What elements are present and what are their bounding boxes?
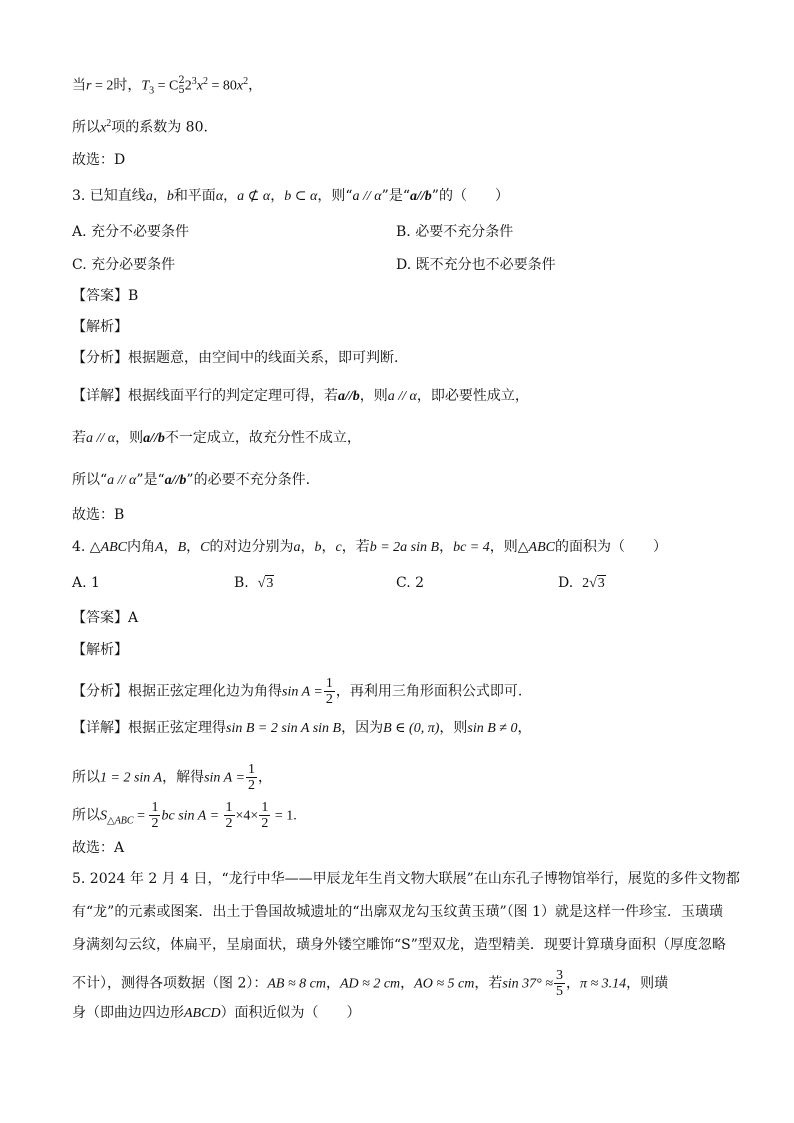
math-text: = 80: [207, 78, 237, 94]
math-var: r: [86, 78, 92, 94]
q4-detail-2: [72, 762, 272, 793]
math-expr: bc = 4: [453, 540, 490, 555]
math-var: α: [215, 189, 224, 204]
fraction: [224, 800, 235, 831]
denominator: 2: [247, 778, 255, 793]
superscript: 2: [106, 118, 112, 129]
text: ，: [248, 77, 263, 94]
text: 当: [72, 77, 86, 94]
math-expr: sin 37° ≈: [502, 976, 553, 992]
math-text: 2: [184, 78, 192, 94]
t3-line: [72, 72, 263, 97]
q5-line-4: [72, 968, 669, 999]
text: 若: [72, 430, 86, 446]
q3-option-c: C. 充分必要条件: [72, 257, 176, 273]
text: 不计），测得各项数据（图 2）：: [72, 975, 268, 992]
math-var: b: [314, 540, 322, 555]
fenxi-tag: 【分析】: [72, 350, 128, 366]
text: ，: [270, 188, 285, 204]
math-expr: B ∈ (0, π): [383, 721, 440, 736]
radicand: 3: [597, 576, 605, 591]
math-text: ×4×: [235, 808, 259, 824]
denominator: 5: [555, 984, 563, 999]
sqrt-expr: √3: [257, 576, 274, 591]
answer-tag: 【答案】: [72, 288, 128, 304]
math-expr: a // α: [107, 473, 137, 488]
denominator: 2: [261, 816, 269, 831]
math-expr: a // α: [352, 189, 382, 204]
text: 所以: [72, 119, 100, 136]
q4-fenxi: [72, 676, 523, 707]
text: ，: [223, 188, 238, 204]
math-var: ABC: [100, 540, 128, 555]
math-expr: bc sin A =: [161, 808, 223, 824]
math-expr: AD ≈ 2 cm: [339, 976, 401, 992]
option-label: B.: [234, 575, 249, 591]
numerator: 1: [325, 676, 333, 691]
text: 和平面: [173, 188, 216, 204]
text: ）面积近似为（ ）: [220, 1005, 361, 1021]
fraction: [554, 968, 565, 999]
q3-answer: [72, 286, 138, 308]
text: 所以: [72, 807, 100, 824]
math-var: x: [236, 78, 244, 94]
fraction: [324, 676, 335, 707]
math-var: c: [335, 540, 342, 555]
coef-line: [72, 114, 208, 136]
math-expr: a // α: [387, 389, 417, 404]
text: ，即必要性成立，: [416, 388, 529, 404]
sqrt-expr: √3: [589, 576, 605, 591]
superscript: 2: [178, 74, 185, 86]
denominator: 2: [325, 692, 333, 707]
math-var: A: [155, 540, 164, 555]
math-expr: π ≈ 3.14: [579, 976, 627, 992]
text: ，: [517, 720, 532, 736]
numerator: 1: [225, 800, 233, 815]
text: 身（即曲边四边形: [72, 1005, 184, 1021]
math-expr: a//b: [143, 431, 165, 446]
q3-detail-3: [72, 470, 310, 492]
text: ”的必要不充分条件.: [186, 472, 311, 488]
answer-value: B: [128, 288, 139, 304]
text: 根据正弦定理得: [128, 720, 226, 736]
math-var: ABC: [528, 540, 555, 555]
math-expr: a // α: [86, 431, 116, 446]
text: ，则: [115, 430, 144, 446]
numerator: 3: [555, 968, 563, 983]
math-expr: a//b: [338, 389, 360, 404]
math-expr: a//b: [164, 473, 187, 488]
option-label: D.: [558, 575, 574, 591]
math-expr: b ⊂ α: [284, 189, 318, 204]
q4-choice: 故选：A: [72, 840, 125, 856]
q3-choice: 故选：B: [72, 507, 125, 523]
text: ，: [257, 769, 272, 786]
denominator: 2: [151, 816, 159, 831]
text: ，若: [341, 539, 370, 555]
math-var: ABCD: [184, 1006, 221, 1021]
math-text: = 1.: [271, 808, 297, 824]
fraction: [259, 800, 270, 831]
text: 根据正弦定理化边为角得: [128, 683, 282, 700]
q3-fenxi: [72, 348, 398, 370]
subscript: 5: [178, 84, 185, 96]
text: ，则: [359, 388, 388, 404]
q4-option-a: A. 1: [72, 575, 100, 591]
q5-line-5: [72, 1003, 361, 1025]
math-var: S: [100, 808, 107, 824]
math-expr: b = 2a sin B: [369, 540, 440, 555]
math-var: b: [166, 189, 174, 204]
fraction: [149, 800, 160, 831]
q3-detail-2: [72, 428, 361, 450]
math-var: C: [200, 540, 210, 555]
q5-line-1: 5. 2024 年 2 月 4 日，“龙行中华——甲辰龙年生肖文物大联展”在山东孔子博物馆举行，展览的多件文物都: [72, 871, 740, 887]
subscript: 3: [149, 85, 155, 97]
q3-stem: [72, 186, 509, 208]
fraction: [246, 762, 257, 793]
math-var: a: [145, 189, 153, 204]
text: ，再利用三角形面积公式即可.: [335, 683, 523, 700]
q4-stem: 4. △ABC内角A，B，C的对边分别为a，b，c，若b = 2a sin B，bc = 4，则△ABC的面积为（ ）: [72, 539, 667, 555]
q3-detail-1: [72, 386, 529, 408]
q4-analysis-tag: [72, 640, 128, 662]
text: ”是“: [381, 188, 410, 204]
q5-line-2: 有“龙”的元素或图案．出土于鲁国故城遗址的“出廓双龙勾玉纹黄玉璜”（图 1）就是这样一件珍宝．玉璜璜: [72, 904, 723, 920]
text: ，则△: [489, 539, 529, 555]
math-var: B: [177, 540, 187, 555]
analysis-tag: 【解析】: [72, 319, 128, 335]
q3-option-a: A. 充分不必要条件: [72, 224, 190, 240]
math-expr: sin A =: [282, 684, 323, 700]
text: ，: [152, 188, 167, 204]
text: ，则璜: [626, 975, 669, 992]
text: 的对边分别为: [209, 539, 294, 555]
q4-option-d: [558, 573, 606, 594]
math-var: a: [293, 540, 301, 555]
text: 根据线面平行的判定定理可得，若: [128, 388, 338, 404]
answer-value: A: [128, 610, 139, 626]
fenxi-tag: 【分析】: [72, 683, 128, 700]
q4-option-c: C. 2: [396, 575, 425, 591]
answer-tag: 【答案】: [72, 610, 128, 626]
q4-detail-3: [72, 800, 297, 831]
text: 所以“: [72, 472, 108, 488]
superscript: 3: [191, 76, 197, 87]
q3-option-d: D. 既不充分也不必要条件: [396, 257, 556, 273]
q3-option-b: B. 必要不充分条件: [396, 224, 514, 240]
subscript: △ABC: [107, 815, 134, 827]
text: ，若: [474, 975, 503, 992]
text: ”是“: [136, 472, 165, 488]
q4-option-b: [234, 573, 274, 594]
detail-tag: 【详解】: [72, 388, 128, 404]
math-expr: a ⊄ α: [237, 189, 271, 204]
text: ，: [325, 975, 340, 992]
text: ，因为: [341, 720, 384, 736]
radicand: 3: [266, 576, 274, 591]
q4-answer: [72, 608, 138, 630]
text: ”的（ ）: [431, 188, 509, 204]
q3-analysis-tag: [72, 317, 128, 339]
text: 项的系数为 80.: [111, 119, 208, 136]
math-var: x: [196, 78, 203, 94]
text: 根据题意，由空间中的线面关系，即可判断.: [128, 350, 399, 366]
math-expr: AO ≈ 5 cm: [414, 976, 475, 992]
superscript: 2: [243, 76, 249, 87]
detail-tag: 【详解】: [72, 720, 128, 736]
q4-detail-1: [72, 718, 531, 740]
numerator: 1: [151, 800, 159, 815]
math-var: T: [141, 78, 150, 94]
analysis-tag: 【解析】: [72, 642, 128, 658]
math-text: =: [133, 808, 149, 824]
superscript: 2: [202, 76, 208, 87]
math-expr: sin B ≠ 0: [467, 721, 518, 736]
math-expr: sin B = 2 sin A sin B: [226, 721, 342, 736]
numerator: 1: [261, 800, 269, 815]
math-expr: sin A =: [204, 770, 245, 786]
text: 内角: [127, 539, 156, 555]
text: 4. △: [72, 539, 101, 555]
math-expr: AB ≈ 8 cm: [267, 976, 326, 992]
prev-choice: 故选：D: [72, 152, 126, 168]
text: ，解得: [162, 769, 205, 786]
text: ，则“: [317, 188, 353, 204]
text: ，: [565, 975, 580, 992]
denominator: 2: [225, 816, 233, 831]
math-var: x: [100, 120, 107, 136]
math-expr: a//b: [410, 189, 432, 204]
text: ，则: [439, 720, 468, 736]
coefficient: 2: [582, 576, 590, 591]
numerator: 1: [247, 762, 255, 777]
text: 所以: [72, 769, 100, 786]
math-text: = C: [154, 78, 179, 94]
text: 不一定成立，故充分性不成立，: [164, 430, 361, 446]
text: ，: [439, 539, 454, 555]
text: = 2时，: [91, 78, 142, 94]
text: 3. 已知直线: [72, 188, 146, 204]
text: 的面积为（ ）: [554, 539, 667, 555]
text: ，: [400, 975, 415, 992]
q5-line-3: 身满刻勾云纹，体扁平，呈扇面状，璜身外镂空雕饰“S”型双龙，造型精美．现要计算璜身面积（厚度忽略: [72, 937, 726, 953]
math-expr: 1 = 2 sin A: [100, 770, 163, 786]
